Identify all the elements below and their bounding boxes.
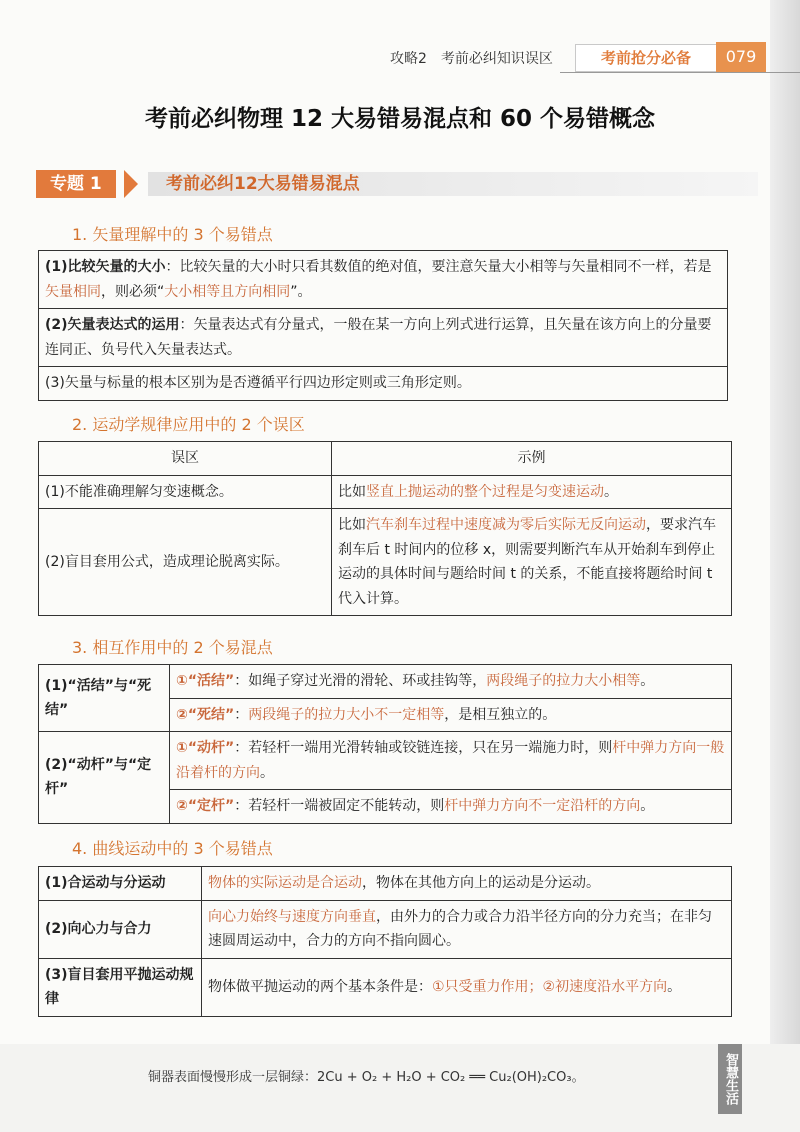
footer-note: 铜器表面慢慢形成一层铜绿：2Cu + O₂ + H₂O + CO₂ ══ Cu₂(OH)₂CO₃。 (148, 1070, 585, 1085)
item-key: ①“动杆” (176, 740, 235, 756)
row-text: 。 (640, 798, 655, 814)
table-row (39, 900, 732, 958)
item-key: ①“活结” (176, 673, 235, 689)
table-cell (332, 475, 732, 509)
section-heading-4: 4. 曲线运动中的 3 个易错点 (72, 839, 273, 858)
table-cell (39, 251, 728, 309)
row-label: (2)矢量表达式的运用 (45, 317, 180, 333)
highlight-text: 两段绳子的拉力大小相等 (486, 673, 641, 689)
table-row (39, 867, 732, 901)
row-text: 比如 (338, 517, 366, 533)
table-cell (202, 900, 732, 958)
row-text: 。 (604, 483, 618, 500)
table-row (39, 251, 728, 309)
highlight-text: 向心力始终与速度方向垂直 (208, 908, 376, 925)
table-row (39, 732, 732, 790)
topic-title: 考前必纠12大易错易混点 (166, 174, 360, 194)
group-label: (1)“活结”与“死结” (39, 665, 170, 732)
table-row (39, 509, 732, 616)
table-header-row (39, 442, 732, 476)
row-label: (1)合运动与分运动 (39, 867, 202, 901)
highlight-text: 杆中弹力方向不一定沿杆的方向 (444, 798, 641, 814)
table-row (39, 475, 732, 509)
table-cell (170, 698, 732, 732)
row-label: (1)比较矢量的大小 (45, 259, 166, 275)
highlight-text: 杆中弹力方向一般沿着杆的方向 (176, 740, 725, 781)
footer-band (0, 1044, 800, 1132)
row-text: ，由外力的合力或合力沿半径方向的分力充当；在非匀速圆周运动中，合力的方向不指向圆心。 (208, 908, 712, 949)
row-text: ，则必须“ (101, 283, 165, 300)
table-cell (39, 309, 728, 367)
column-header: 示例 (332, 442, 732, 476)
highlight-text: 两段绳子的拉力大小不一定相等 (248, 706, 445, 723)
highlight-text: 矢量相同 (45, 283, 101, 300)
row-text: 。 (667, 978, 682, 995)
row-text: ，是相互独立的。 (444, 706, 557, 723)
row-text: 物体做平抛运动的两个基本条件是： (208, 978, 432, 995)
row-text: (3)矢量与标量的根本区别为是否遵循平行四边形定则或三角形定则。 (45, 375, 471, 391)
highlight-text: 竖直上抛运动的整个过程是匀变速运动 (366, 483, 604, 500)
row-text: ，要求汽车刹车后 t 时间内的位移 x，则需要判断汽车从开始刹车到停止运动的具体时间与题给时间 t 的关系，不能直接将题给时间 t 代入计算。 (338, 517, 716, 607)
highlight-text: 大小相等且方向相同 (164, 283, 291, 300)
table-curvilinear (38, 866, 732, 1017)
item-key: ②“定杆” (176, 798, 235, 814)
table-row (39, 309, 728, 367)
page-title: 考前必纠物理 12 大易错易混点和 60 个易错概念 (144, 106, 656, 132)
row-label: (2)向心力与合力 (39, 900, 202, 958)
table-cell (202, 867, 732, 901)
table-row (39, 958, 732, 1016)
table-cell (170, 732, 732, 790)
topic-badge: 专题 1 (36, 170, 116, 198)
item-key: ②“死结” (176, 706, 235, 723)
row-label: (3)盲目套用平抛运动规律 (39, 958, 202, 1016)
table-vectors (38, 250, 728, 401)
header-rule (560, 72, 800, 73)
row-text: ，物体在其他方向上的运动是分运动。 (362, 875, 600, 891)
section-heading-1: 1. 矢量理解中的 3 个易错点 (72, 225, 273, 244)
table-row (39, 665, 732, 699)
table-cell: (2)盲目套用公式，造成理论脱离实际。 (39, 509, 332, 616)
table-cell (39, 367, 728, 401)
table-interaction (38, 664, 732, 824)
column-header: 误区 (39, 442, 332, 476)
topic-banner (36, 170, 786, 198)
table-cell (170, 790, 732, 824)
chevron-right-icon (124, 170, 138, 198)
row-text: ：矢量表达式有分量式，一般在某一方向上列式进行运算，且矢量在该方向上的分量要连同正、负号代入矢量表达式。 (45, 317, 712, 358)
group-label: (2)“动杆”与“定杆” (39, 732, 170, 824)
table-kinematics (38, 441, 732, 616)
header-tag: 考前抢分必备 (575, 44, 717, 72)
row-text: ：若轻杆一端用光滑转轴或铰链连接，只在另一端施力时，则 (234, 740, 613, 756)
row-text: 。 (260, 764, 274, 781)
section-heading-3: 3. 相互作用中的 2 个易混点 (72, 638, 273, 657)
row-text: ”。 (290, 283, 312, 300)
table-cell (202, 958, 732, 1016)
highlight-text: 物体的实际运动是合运动 (208, 875, 362, 891)
row-text: ： (234, 706, 249, 723)
row-text: ：若轻杆一端被固定不能转动，则 (234, 798, 445, 814)
table-cell (332, 509, 732, 616)
side-tab: 智慧生活 (718, 1044, 742, 1114)
running-header: 攻略2 考前必纠知识误区 (390, 51, 553, 67)
highlight-text: ①只受重力作用；②初速度沿水平方向 (432, 978, 668, 995)
row-text: ：如绳子穿过光滑的滑轮、环或挂钩等， (234, 673, 487, 689)
row-text: 。 (640, 673, 655, 689)
row-text: 比如 (338, 483, 366, 500)
highlight-text: 汽车刹车过程中速度减为零后实际无反向运动 (366, 517, 646, 533)
section-heading-2: 2. 运动学规律应用中的 2 个误区 (72, 415, 305, 434)
table-cell (170, 665, 732, 699)
table-row (39, 367, 728, 401)
page-number: 079 (716, 42, 766, 72)
row-text: ：比较矢量的大小时只看其数值的绝对值，要注意矢量大小相等与矢量相同不一样，若是 (165, 259, 712, 275)
table-cell: (1)不能准确理解匀变速概念。 (39, 475, 332, 509)
